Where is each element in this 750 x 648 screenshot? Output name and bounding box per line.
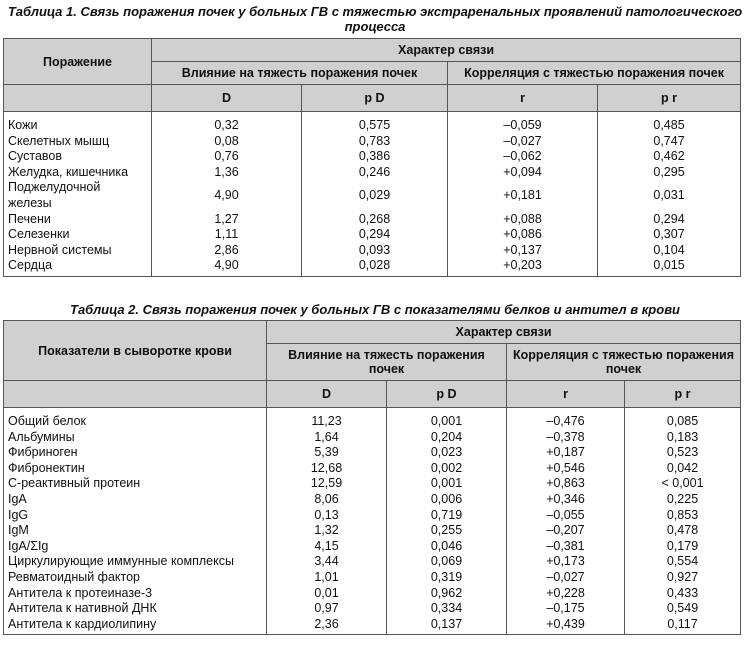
cell-d: 5,39 (267, 445, 387, 461)
row-label: Фибронектин (4, 461, 267, 477)
table1-col-pr: p r (598, 85, 741, 112)
row-label: IgA (4, 492, 267, 508)
cell-pd: 0,029 (302, 180, 448, 211)
table-row (4, 570, 741, 586)
cell-pd: 0,023 (387, 445, 507, 461)
cell-pd: 0,246 (302, 165, 448, 181)
cell-d: 0,08 (152, 134, 302, 150)
cell-pr: 0,433 (625, 586, 741, 602)
table-row (4, 508, 741, 524)
cell-pr: 0,478 (625, 523, 741, 539)
table-row (4, 134, 741, 150)
table1-col-r: r (448, 85, 598, 112)
cell-d: 1,64 (267, 430, 387, 446)
cell-pr: 0,225 (625, 492, 741, 508)
cell-pr: 0,179 (625, 539, 741, 555)
table1-header-blank (4, 85, 152, 112)
cell-pr: 0,853 (625, 508, 741, 524)
cell-d: 1,11 (152, 227, 302, 243)
table2-body (4, 408, 741, 635)
cell-d: 0,97 (267, 601, 387, 617)
table1-col-pd: p D (302, 85, 448, 112)
table1 (3, 38, 741, 277)
table-row (4, 523, 741, 539)
cell-r: +0,181 (448, 180, 598, 211)
cell-r: –0,378 (507, 430, 625, 446)
table2-group-header: Характер связи (267, 321, 741, 344)
row-label: Селезенки (4, 227, 152, 243)
cell-d: 0,32 (152, 112, 302, 134)
table1-col-d: D (152, 85, 302, 112)
cell-pr: 0,462 (598, 149, 741, 165)
cell-d: 12,68 (267, 461, 387, 477)
cell-pd: 0,334 (387, 601, 507, 617)
table-row (4, 492, 741, 508)
table1-caption: Таблица 1. Связь поражения почек у больных ГВ с тяжестью экстраренальных проявлений патологического процесса (7, 4, 743, 34)
cell-pr: 0,015 (598, 258, 741, 276)
cell-pd: 0,046 (387, 539, 507, 555)
cell-d: 0,76 (152, 149, 302, 165)
table-row (4, 554, 741, 570)
cell-pd: 0,962 (387, 586, 507, 602)
cell-r: +0,203 (448, 258, 598, 276)
cell-pr: 0,031 (598, 180, 741, 211)
table1-row-header: Поражение (4, 39, 152, 85)
cell-pd: 0,093 (302, 243, 448, 259)
cell-pr: < 0,001 (625, 476, 741, 492)
row-label: Скелетных мышц (4, 134, 152, 150)
table-row (4, 461, 741, 477)
row-label: Поджелудочной железы (4, 180, 152, 211)
cell-d: 1,01 (267, 570, 387, 586)
table2-col-d: D (267, 381, 387, 408)
table-row (4, 586, 741, 602)
cell-pr: 0,085 (625, 408, 741, 430)
cell-pr: 0,549 (625, 601, 741, 617)
cell-r: –0,207 (507, 523, 625, 539)
table2-header-blank (4, 381, 267, 408)
cell-d: 1,36 (152, 165, 302, 181)
row-label: Нервной системы (4, 243, 152, 259)
row-label: Циркулирующие иммунные комплексы (4, 554, 267, 570)
cell-pd: 0,137 (387, 617, 507, 635)
table2-caption: Таблица 2. Связь поражения почек у больных ГВ с показателями белков и антител в крови (70, 302, 680, 317)
cell-d: 1,27 (152, 212, 302, 228)
cell-pd: 0,719 (387, 508, 507, 524)
row-label: Суставов (4, 149, 152, 165)
cell-r: –0,062 (448, 149, 598, 165)
cell-pr: 0,554 (625, 554, 741, 570)
cell-r: +0,863 (507, 476, 625, 492)
table-row (4, 227, 741, 243)
cell-r: –0,381 (507, 539, 625, 555)
table1-body (4, 112, 741, 277)
cell-r: –0,027 (507, 570, 625, 586)
row-label: Антитела к нативной ДНК (4, 601, 267, 617)
row-label: Сердца (4, 258, 152, 276)
cell-d: 0,01 (267, 586, 387, 602)
row-label: Печени (4, 212, 152, 228)
cell-r: +0,088 (448, 212, 598, 228)
cell-r: –0,027 (448, 134, 598, 150)
cell-r: +0,094 (448, 165, 598, 181)
cell-pr: 0,117 (625, 617, 741, 635)
table2-col-pd: p D (387, 381, 507, 408)
table2-subheader-correlation: Корреляция с тяжестью поражения почек (507, 344, 741, 381)
cell-d: 2,86 (152, 243, 302, 259)
table-row (4, 149, 741, 165)
cell-pd: 0,069 (387, 554, 507, 570)
row-label: Альбумины (4, 430, 267, 446)
table-row (4, 165, 741, 181)
cell-pd: 0,204 (387, 430, 507, 446)
cell-pr: 0,485 (598, 112, 741, 134)
table-row (4, 243, 741, 259)
cell-pr: 0,747 (598, 134, 741, 150)
cell-r: +0,439 (507, 617, 625, 635)
cell-r: +0,228 (507, 586, 625, 602)
row-label: Антитела к кардиолипину (4, 617, 267, 635)
cell-d: 2,36 (267, 617, 387, 635)
table-row (4, 539, 741, 555)
cell-pd: 0,386 (302, 149, 448, 165)
cell-pr: 0,183 (625, 430, 741, 446)
cell-pr: 0,307 (598, 227, 741, 243)
cell-d: 4,90 (152, 258, 302, 276)
cell-pd: 0,002 (387, 461, 507, 477)
row-label: IgM (4, 523, 267, 539)
cell-r: +0,137 (448, 243, 598, 259)
cell-pr: 0,295 (598, 165, 741, 181)
row-label: Желудка, кишечника (4, 165, 152, 181)
cell-pd: 0,028 (302, 258, 448, 276)
cell-d: 8,06 (267, 492, 387, 508)
row-label: Антитела к протеиназе-3 (4, 586, 267, 602)
cell-r: –0,055 (507, 508, 625, 524)
table-row (4, 430, 741, 446)
cell-r: +0,086 (448, 227, 598, 243)
cell-d: 11,23 (267, 408, 387, 430)
table-row (4, 617, 741, 635)
table-row (4, 408, 741, 430)
cell-pr: 0,294 (598, 212, 741, 228)
table-row (4, 112, 741, 134)
row-label: С-реактивный протеин (4, 476, 267, 492)
table-row (4, 476, 741, 492)
cell-d: 4,90 (152, 180, 302, 211)
cell-r: +0,346 (507, 492, 625, 508)
cell-d: 12,59 (267, 476, 387, 492)
row-label: Кожи (4, 112, 152, 134)
cell-pr: 0,042 (625, 461, 741, 477)
table2-subheader-influence: Влияние на тяжесть поражения почек (267, 344, 507, 381)
table-row (4, 180, 741, 211)
cell-d: 0,13 (267, 508, 387, 524)
cell-pd: 0,783 (302, 134, 448, 150)
table1-subheader-correlation: Корреляция с тяжестью поражения почек (448, 62, 741, 85)
table2 (3, 320, 741, 635)
table2-col-r: r (507, 381, 625, 408)
table-row (4, 258, 741, 276)
table-row (4, 212, 741, 228)
cell-r: –0,059 (448, 112, 598, 134)
table-row (4, 601, 741, 617)
cell-d: 4,15 (267, 539, 387, 555)
cell-pr: 0,523 (625, 445, 741, 461)
row-label: Фибриноген (4, 445, 267, 461)
cell-pd: 0,001 (387, 476, 507, 492)
cell-pd: 0,268 (302, 212, 448, 228)
table1-group-header: Характер связи (152, 39, 741, 62)
table-row (4, 445, 741, 461)
cell-pd: 0,575 (302, 112, 448, 134)
row-label: Общий белок (4, 408, 267, 430)
row-label: Ревматоидный фактор (4, 570, 267, 586)
cell-pr: 0,104 (598, 243, 741, 259)
cell-pd: 0,006 (387, 492, 507, 508)
cell-r: –0,175 (507, 601, 625, 617)
cell-pd: 0,255 (387, 523, 507, 539)
cell-r: +0,546 (507, 461, 625, 477)
cell-r: +0,187 (507, 445, 625, 461)
cell-d: 1,32 (267, 523, 387, 539)
table2-col-pr: p r (625, 381, 741, 408)
table2-row-header: Показатели в сыворотке крови (4, 321, 267, 381)
cell-r: +0,173 (507, 554, 625, 570)
row-label: IgA/ΣIg (4, 539, 267, 555)
cell-r: –0,476 (507, 408, 625, 430)
row-label: IgG (4, 508, 267, 524)
cell-pr: 0,927 (625, 570, 741, 586)
table1-subheader-influence: Влияние на тяжесть поражения почек (152, 62, 448, 85)
cell-pd: 0,001 (387, 408, 507, 430)
cell-pd: 0,294 (302, 227, 448, 243)
cell-pd: 0,319 (387, 570, 507, 586)
cell-d: 3,44 (267, 554, 387, 570)
